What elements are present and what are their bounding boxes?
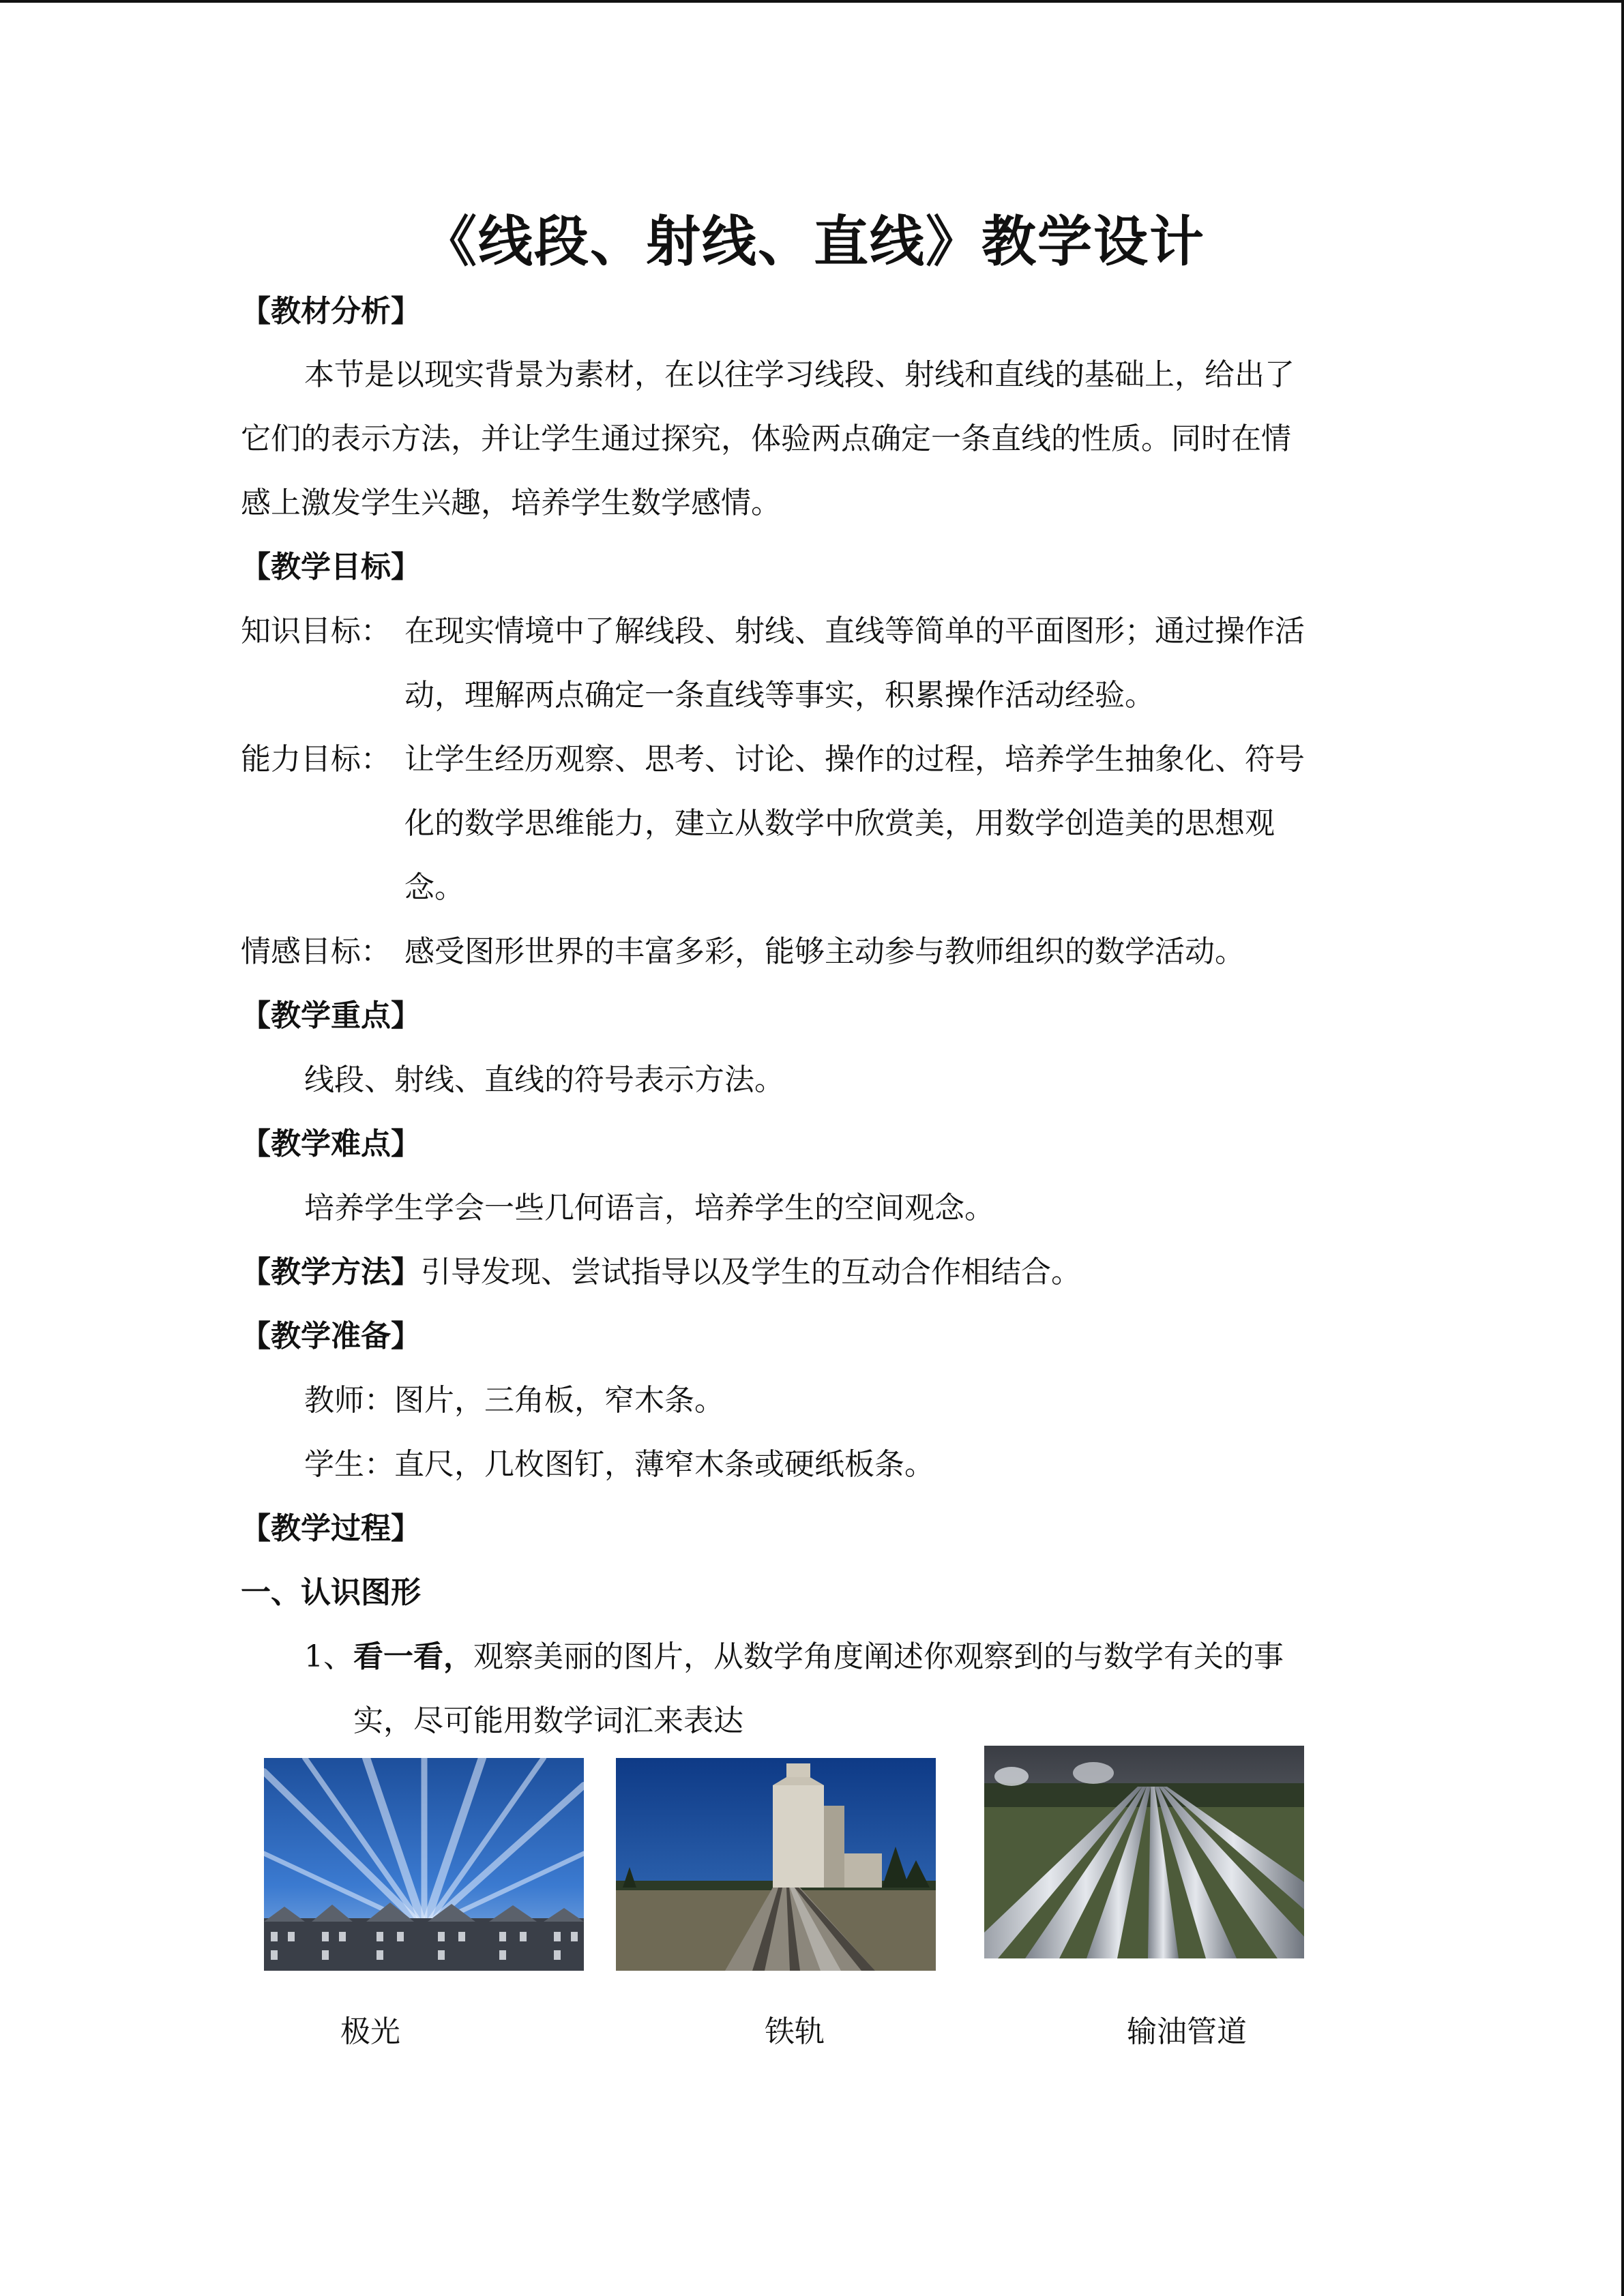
railway-photo: [616, 1758, 936, 1971]
prep-teacher: 教师：图片，三角板，窄木条。: [304, 1383, 724, 1418]
page-border-top: [0, 0, 1624, 3]
item-one-bold: 看一看，: [353, 1639, 473, 1674]
heading-method: 【教学方法】: [241, 1255, 421, 1289]
goal-ability-line-1: 让学生经历观察、思考、讨论、操作的过程，培养学生抽象化、符号: [404, 742, 1305, 777]
pipeline-photo: [984, 1746, 1304, 1958]
goal-ability-line-2: 化的数学思维能力，建立从数学中欣赏美，用数学创造美的思想观: [404, 806, 1275, 841]
goal-knowledge-label: 知识目标：: [241, 614, 391, 648]
heading-goals: 【教学目标】: [241, 550, 421, 584]
aurora-photo: [264, 1758, 584, 1971]
analysis-line-2: 它们的表示方法，并让学生通过探究，体验两点确定一条直线的性质。同时在情: [241, 421, 1291, 456]
page-border-right: [1621, 0, 1624, 2296]
goal-ability-line-3: 念。: [404, 870, 464, 905]
heading-process: 【教学过程】: [241, 1511, 421, 1546]
key-points-text: 线段、射线、直线的符号表示方法。: [304, 1062, 784, 1097]
difficulty-text: 培养学生学会一些几何语言，培养学生的空间观念。: [304, 1191, 994, 1225]
caption-railway: 铁轨: [765, 2014, 825, 2049]
document-title: 《线段、射线、直线》教学设计: [422, 210, 1205, 273]
caption-pipeline: 输油管道: [1127, 2014, 1247, 2049]
heading-difficulty: 【教学难点】: [241, 1127, 421, 1161]
item-one-text: 观察美丽的图片，从数学角度阐述你观察到的与数学有关的事: [473, 1639, 1284, 1674]
caption-aurora: 极光: [340, 2014, 400, 2049]
goal-emotion-line-1: 感受图形世界的丰富多彩，能够主动参与教师组织的数学活动。: [404, 934, 1245, 969]
method-text: 引导发现、尝试指导以及学生的互动合作相结合。: [421, 1255, 1081, 1289]
item-one-line-2: 实，尽可能用数学词汇来表达: [353, 1703, 743, 1738]
heading-key-points: 【教学重点】: [241, 998, 421, 1033]
prep-student: 学生：直尺，几枚图钉，薄窄木条或硬纸板条。: [304, 1447, 934, 1482]
heading-preparation: 【教学准备】: [241, 1319, 421, 1354]
analysis-line-1: 本节是以现实背景为素材，在以往学习线段、射线和直线的基础上，给出了: [304, 357, 1295, 392]
item-one-line-1: [304, 1637, 1284, 1678]
goal-knowledge-line-2: 动，理解两点确定一条直线等事实，积累操作活动经验。: [404, 678, 1155, 713]
part-one-title: 一、认识图形: [241, 1575, 421, 1610]
goal-ability-label: 能力目标：: [241, 742, 391, 777]
method-row: [241, 1252, 1081, 1293]
goal-knowledge-line-1: 在现实情境中了解线段、射线、直线等简单的平面图形；通过操作活: [404, 614, 1305, 648]
analysis-line-3: 感上激发学生兴趣，培养学生数学感情。: [241, 486, 781, 520]
heading-analysis: 【教材分析】: [241, 294, 421, 329]
goal-emotion-label: 情感目标：: [241, 934, 391, 969]
item-one-number: 1、: [304, 1639, 353, 1674]
